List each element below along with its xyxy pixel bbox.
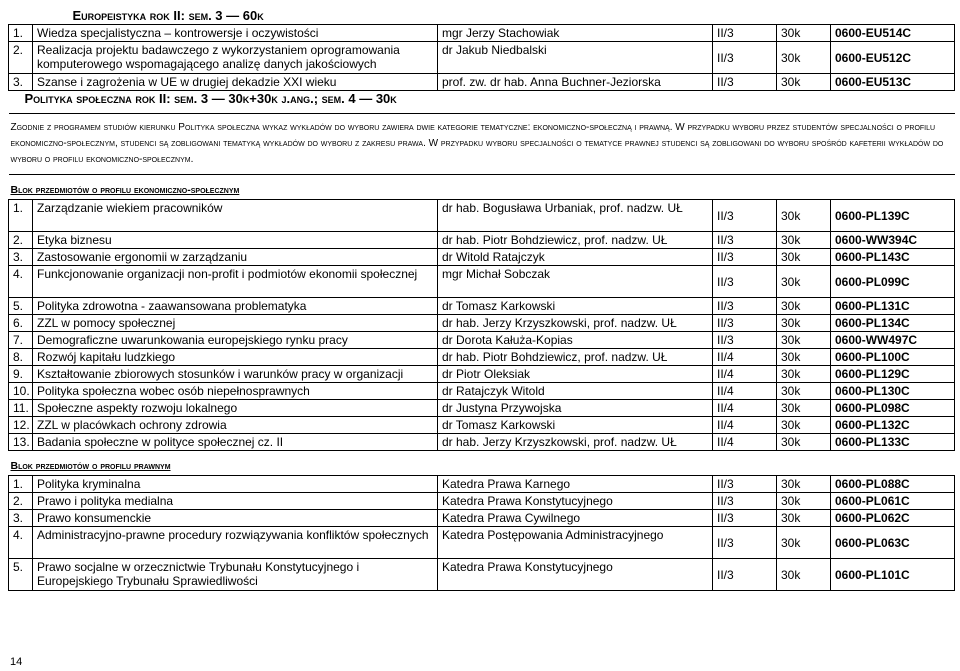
course-code: 0600-PL133C <box>831 434 955 451</box>
course-exam: II/3 <box>713 232 777 249</box>
row-number: 2. <box>9 232 33 249</box>
course-exam: II/3 <box>713 42 777 74</box>
course-exam: II/3 <box>713 249 777 266</box>
row-number: 3. <box>9 74 33 91</box>
course-teacher: Katedra Prawa Konstytucyjnego <box>438 559 713 591</box>
course-exam: II/4 <box>713 366 777 383</box>
course-teacher: dr hab. Jerzy Krzyszkowski, prof. nadzw. UŁ <box>438 434 713 451</box>
course-teacher: Katedra Prawa Karnego <box>438 476 713 493</box>
course-teacher: dr hab. Piotr Bohdziewicz, prof. nadzw. UŁ <box>438 232 713 249</box>
course-name: Kształtowanie zbiorowych stosunków i warunków pracy w organizacji <box>33 366 438 383</box>
course-ects: 30k <box>777 200 831 232</box>
row-number: 2. <box>9 493 33 510</box>
course-ects: 30k <box>777 559 831 591</box>
course-ects: 30k <box>777 42 831 74</box>
course-name: Prawo konsumenckie <box>33 510 438 527</box>
course-ects: 30k <box>777 249 831 266</box>
course-exam: II/3 <box>713 74 777 91</box>
row-number: 5. <box>9 298 33 315</box>
course-ects: 30k <box>777 417 831 434</box>
row-number: 3. <box>9 249 33 266</box>
table-row <box>9 510 955 527</box>
course-ects: 30k <box>777 74 831 91</box>
course-name: ZZL w placówkach ochrony zdrowia <box>33 417 438 434</box>
course-exam: II/3 <box>713 315 777 332</box>
course-exam: II/4 <box>713 383 777 400</box>
course-exam: II/3 <box>713 493 777 510</box>
course-code: 0600-EU514C <box>831 25 955 42</box>
block-title-economic: Blok przedmiotów o profilu ekonomiczno-społecznym <box>10 184 240 196</box>
course-code: 0600-PL099C <box>831 266 955 298</box>
course-code: 0600-PL132C <box>831 417 955 434</box>
table-row <box>9 332 955 349</box>
course-exam: II/4 <box>713 400 777 417</box>
course-name: Prawo socjalne w orzecznictwie Trybunału Konstytucyjnego i Europejskiego Trybunału Sprawiedliwości <box>33 559 438 591</box>
course-exam: II/3 <box>713 510 777 527</box>
course-exam: II/3 <box>713 476 777 493</box>
course-code: 0600-EU513C <box>831 74 955 91</box>
row-number: 8. <box>9 349 33 366</box>
course-name: Funkcjonowanie organizacji non-profit i podmiotów ekonomii społecznej <box>33 266 438 298</box>
course-code: 0600-PL100C <box>831 349 955 366</box>
course-code: 0600-PL061C <box>831 493 955 510</box>
table-row <box>9 400 955 417</box>
table-row <box>9 74 955 91</box>
course-name: Polityka zdrowotna - zaawansowana problematyka <box>33 298 438 315</box>
row-number: 1. <box>9 25 33 42</box>
course-name: Wiedza specjalistyczna – kontrowersje i oczywistości <box>33 25 438 42</box>
course-ects: 30k <box>777 510 831 527</box>
selection-note: Zgodnie z programem studiów kierunku Polityka społeczna wykaz wykładów do wyboru zawiera dwie kategorie tematyczne: ekonomiczno-społeczną i prawną. W przypadku wyboru przez studentów specjalności o profilu ekonomiczno-społecznym, studenci są zobligowani tematyką wykładów do wyboru z zakresu prawa. W przypadku wyboru specjalności o tematyce prawnej studenci są zobligowani do wyboru spośród kafeterii wykładów do wyboru o profilu ekonomiczno-społecznym. <box>9 114 955 175</box>
course-code: 0600-PL131C <box>831 298 955 315</box>
row-number: 4. <box>9 266 33 298</box>
course-teacher: dr hab. Bogusława Urbaniak, prof. nadzw. UŁ <box>438 200 713 232</box>
course-teacher: Katedra Prawa Cywilnego <box>438 510 713 527</box>
course-code: 0600-PL139C <box>831 200 955 232</box>
table-row <box>9 383 955 400</box>
course-code: 0600-PL143C <box>831 249 955 266</box>
course-table <box>8 0 955 591</box>
course-name: Etyka biznesu <box>33 232 438 249</box>
row-number: 6. <box>9 315 33 332</box>
course-code: 0600-PL063C <box>831 527 955 559</box>
row-number: 4. <box>9 527 33 559</box>
row-number: 7. <box>9 332 33 349</box>
course-teacher: dr Justyna Przywojska <box>438 400 713 417</box>
table-row <box>9 249 955 266</box>
table-row <box>9 25 955 42</box>
course-teacher: prof. zw. dr hab. Anna Buchner-Jeziorska <box>438 74 713 91</box>
course-code: 0600-PL130C <box>831 383 955 400</box>
course-exam: II/3 <box>713 332 777 349</box>
table-row <box>9 559 955 591</box>
course-ects: 30k <box>777 266 831 298</box>
page-number: 14 <box>10 656 23 668</box>
course-name: Badania społeczne w polityce społecznej cz. II <box>33 434 438 451</box>
course-name: Szanse i zagrożenia w UE w drugiej dekadzie XXI wieku <box>33 74 438 91</box>
course-ects: 30k <box>777 25 831 42</box>
block-title-law: Blok przedmiotów o profilu prawnym <box>10 460 171 472</box>
course-ects: 30k <box>777 315 831 332</box>
course-teacher: dr hab. Piotr Bohdziewicz, prof. nadzw. UŁ <box>438 349 713 366</box>
table-row <box>9 434 955 451</box>
course-name: ZZL w pomocy społecznej <box>33 315 438 332</box>
course-name: Polityka kryminalna <box>33 476 438 493</box>
course-teacher: dr Piotr Oleksiak <box>438 366 713 383</box>
course-name: Społeczne aspekty rozwoju lokalnego <box>33 400 438 417</box>
course-teacher: dr hab. Jerzy Krzyszkowski, prof. nadzw. UŁ <box>438 315 713 332</box>
course-exam: II/3 <box>713 559 777 591</box>
course-code: 0600-PL098C <box>831 400 955 417</box>
table-row <box>9 417 955 434</box>
course-ects: 30k <box>777 400 831 417</box>
course-exam: II/3 <box>713 200 777 232</box>
row-number: 1. <box>9 200 33 232</box>
course-code: 0600-PL101C <box>831 559 955 591</box>
course-name: Rozwój kapitału ludzkiego <box>33 349 438 366</box>
row-number: 2. <box>9 42 33 74</box>
course-teacher: dr Witold Ratajczyk <box>438 249 713 266</box>
course-ects: 30k <box>777 349 831 366</box>
course-ects: 30k <box>777 476 831 493</box>
course-exam: II/4 <box>713 417 777 434</box>
course-ects: 30k <box>777 298 831 315</box>
row-number: 5. <box>9 559 33 591</box>
row-number: 12. <box>9 417 33 434</box>
course-name: Demograficzne uwarunkowania europejskiego rynku pracy <box>33 332 438 349</box>
course-code: 0600-WW497C <box>831 332 955 349</box>
row-number: 3. <box>9 510 33 527</box>
table-row <box>9 349 955 366</box>
course-exam: II/3 <box>713 527 777 559</box>
course-code: 0600-PL134C <box>831 315 955 332</box>
table-row <box>9 42 955 74</box>
course-teacher: dr Tomasz Karkowski <box>438 417 713 434</box>
course-code: 0600-PL129C <box>831 366 955 383</box>
course-code: 0600-WW394C <box>831 232 955 249</box>
table-row <box>9 366 955 383</box>
row-number: 9. <box>9 366 33 383</box>
course-ects: 30k <box>777 232 831 249</box>
course-name: Polityka społeczna wobec osób niepełnosprawnych <box>33 383 438 400</box>
table-row <box>9 493 955 510</box>
course-teacher: Katedra Postępowania Administracyjnego <box>438 527 713 559</box>
table-row <box>9 266 955 298</box>
course-code: 0600-PL062C <box>831 510 955 527</box>
row-number: 10. <box>9 383 33 400</box>
course-name: Zastosowanie ergonomii w zarządzaniu <box>33 249 438 266</box>
course-ects: 30k <box>777 493 831 510</box>
course-teacher: dr Ratajczyk Witold <box>438 383 713 400</box>
course-teacher: dr Tomasz Karkowski <box>438 298 713 315</box>
course-exam: II/4 <box>713 434 777 451</box>
course-ects: 30k <box>777 527 831 559</box>
course-exam: II/3 <box>713 25 777 42</box>
course-name: Zarządzanie wiekiem pracowników <box>33 200 438 232</box>
course-name: Prawo i polityka medialna <box>33 493 438 510</box>
row-number: 1. <box>9 476 33 493</box>
section-title-polityka: Polityka społeczna rok II: sem. 3 — 30k+30k j.ang.; sem. 4 — 30k <box>9 91 955 114</box>
course-exam: II/3 <box>713 298 777 315</box>
course-exam: II/3 <box>713 266 777 298</box>
table-row <box>9 527 955 559</box>
course-ects: 30k <box>777 332 831 349</box>
table-row <box>9 315 955 332</box>
course-teacher: mgr Jerzy Stachowiak <box>438 25 713 42</box>
course-teacher: dr Jakub Niedbalski <box>438 42 713 74</box>
course-ects: 30k <box>777 383 831 400</box>
row-number: 11. <box>9 400 33 417</box>
section-title-europeistyka: Europeistyka rok II: sem. 3 — 60k <box>72 8 264 23</box>
table-row <box>9 232 955 249</box>
table-row <box>9 476 955 493</box>
course-code: 0600-PL088C <box>831 476 955 493</box>
row-number: 13. <box>9 434 33 451</box>
table-row <box>9 200 955 232</box>
course-teacher: Katedra Prawa Konstytucyjnego <box>438 493 713 510</box>
course-name: Realizacja projektu badawczego z wykorzystaniem oprogramowania komputerowego wspomagającego analizę danych jakościowych <box>33 42 438 74</box>
course-ects: 30k <box>777 366 831 383</box>
table-row <box>9 298 955 315</box>
course-code: 0600-EU512C <box>831 42 955 74</box>
course-teacher: dr Dorota Kałuża-Kopias <box>438 332 713 349</box>
course-ects: 30k <box>777 434 831 451</box>
course-name: Administracyjno-prawne procedury rozwiązywania konfliktów społecznych <box>33 527 438 559</box>
course-exam: II/4 <box>713 349 777 366</box>
course-teacher: mgr Michał Sobczak <box>438 266 713 298</box>
document-page <box>8 0 954 591</box>
